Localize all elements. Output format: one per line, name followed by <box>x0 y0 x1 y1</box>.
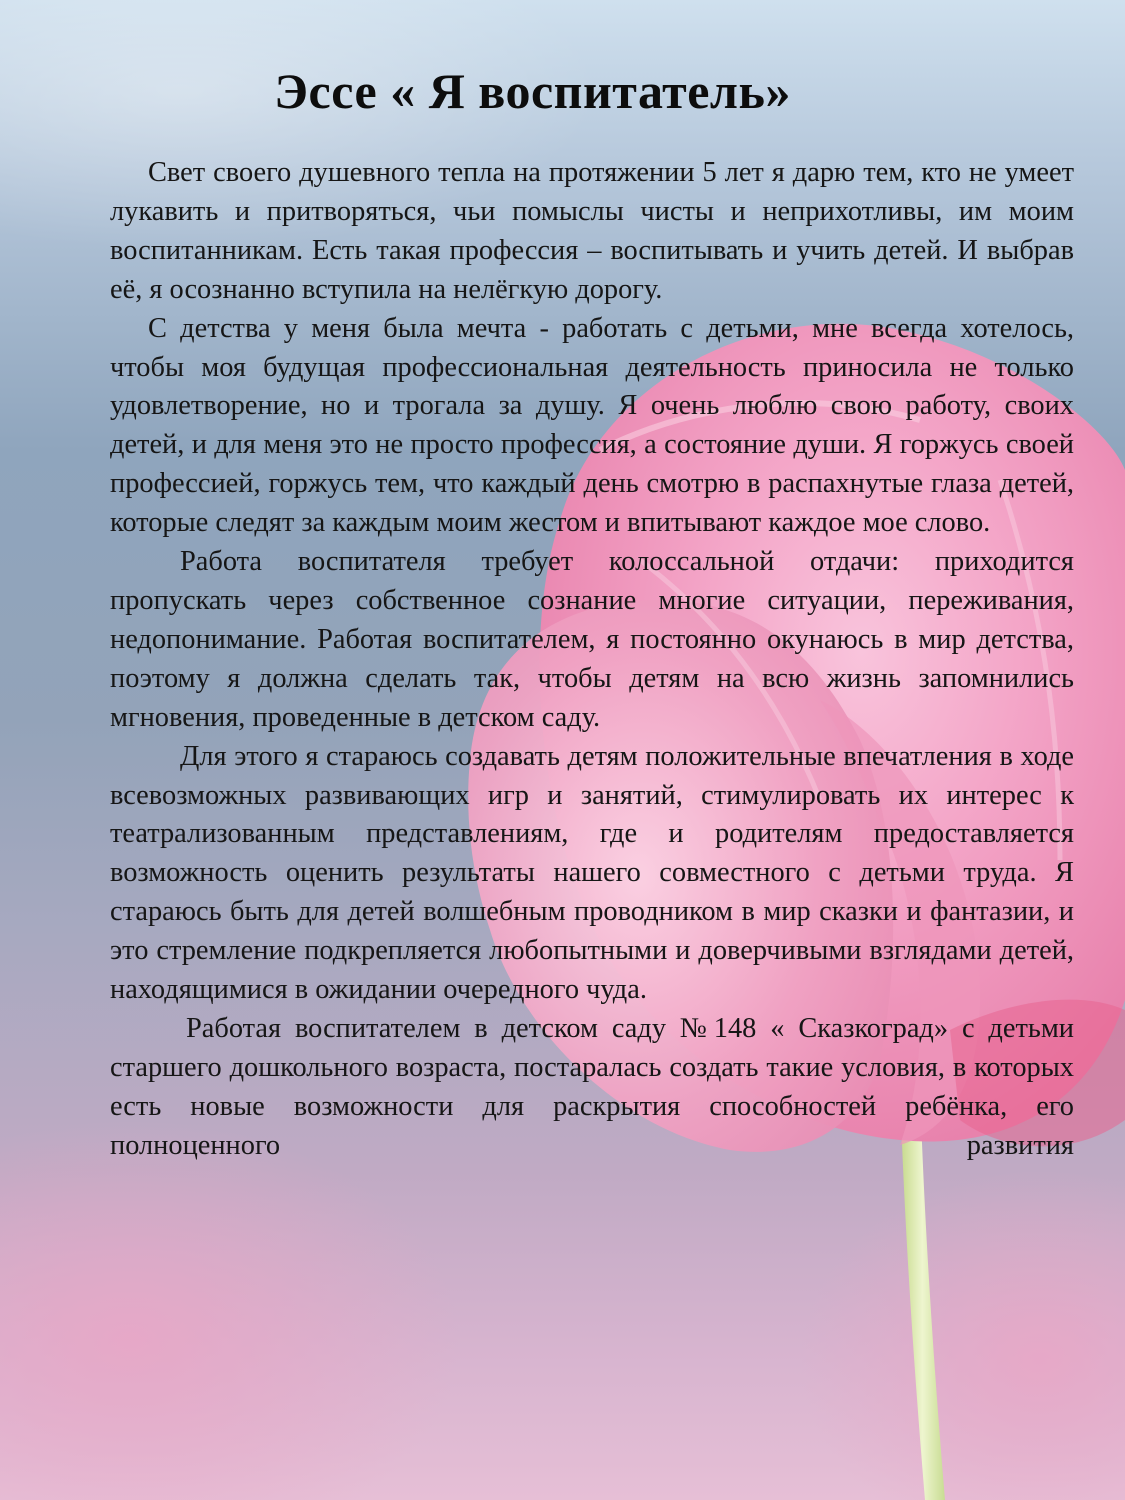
essay-paragraph: С детства у меня была мечта - работать с детьми, мне всегда хотелось, чтобы моя будущая профессиональная деятельность приносила не только удовлетворение, но и трогала за душу. Я очень люблю свою работу, своих детей, и для меня это не просто профессия, а состояние души. Я горжусь своей профессией, горжусь тем, что каждый день смотрю в распахнутые глаза детей, которые следят за каждым моим жестом и впитывают каждое мое слово. <box>110 312 1074 539</box>
essay-paragraph: Свет своего душевного тепла на протяжении 5 лет я дарю тем, кто не умеет лукавить и притворяться, чьи помыслы чисты и неприхотливы, им моим воспитанникам. Есть такая профессия – воспитывать и учить детей. И выбрав её, я осознанно вступила на нелёгкую дорогу. <box>110 157 1074 305</box>
essay-body <box>110 154 1074 1166</box>
essay-paragraph: Работа воспитателя требует колоссальной отдачи: приходится пропускать через собственное сознание многие ситуации, переживания, недопонимание. Работая воспитателем, я постоянно окунаюсь в мир детства, поэтому я должна сделать так, чтобы детям на всю жизнь запомнились мгновения, проведенные в детском саду. <box>110 546 1074 733</box>
essay-paragraph: Работая воспитателем в детском саду №148 « Сказкоград» с детьми старшего дошкольного возраста, постаралась создать такие условия, в которых есть новые возможности для раскрытия способностей ребёнка, его полноценного развития <box>110 1012 1074 1161</box>
essay-paragraph: Для этого я стараюсь создавать детям положительные впечатления в ходе всевозможных развивающих игр и занятий, стимулировать их интерес к театрализованным представлениям, где и родителям предоставляется возможность оценить результаты нашего совместного с детьми труда. Я стараюсь быть для детей волшебным проводником в мир сказки и фантазии, и это стремление подкрепляется любопытными и доверчивыми взглядами детей, находящимися в ожидании очередного чуда. <box>110 740 1074 1006</box>
essay-title: Эссе « Я воспитатель» <box>274 63 791 119</box>
